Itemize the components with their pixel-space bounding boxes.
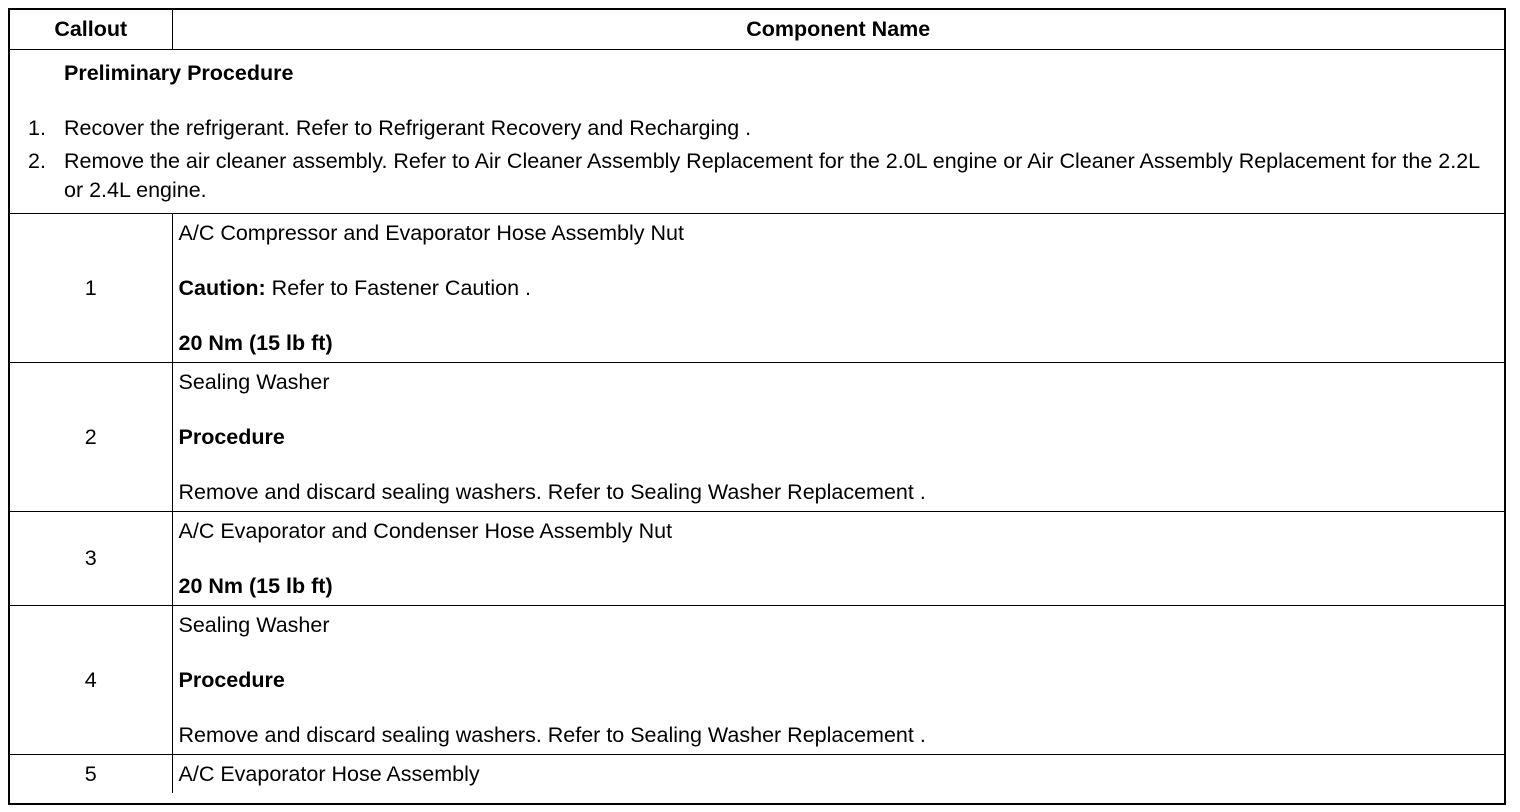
callout-number: 5 (10, 755, 172, 794)
header-component-name: Component Name (172, 10, 1504, 50)
preliminary-step (10, 114, 1504, 143)
component-table-frame (8, 8, 1506, 805)
step-number: 1. (28, 116, 46, 140)
component-name: A/C Evaporator and Condenser Hose Assembly Nut (178, 519, 673, 543)
component-cell (172, 606, 1504, 755)
table-row (10, 512, 1504, 606)
preliminary-step (10, 147, 1504, 205)
preliminary-procedure-cell (10, 50, 1504, 214)
procedure-text: Remove and discard sealing washers. Refer to Sealing Washer Replacement . (178, 480, 926, 504)
component-name: Sealing Washer (178, 370, 330, 394)
preliminary-procedure-row (10, 50, 1504, 214)
component-name: A/C Compressor and Evaporator Hose Assembly Nut (178, 221, 684, 245)
step-number: 2. (28, 149, 46, 173)
procedure-label: Procedure (178, 668, 285, 692)
callout-number: 3 (10, 512, 172, 606)
procedure-text: Remove and discard sealing washers. Refer to Sealing Washer Replacement . (178, 723, 926, 747)
preliminary-steps-list (10, 114, 1504, 205)
caution-text: Refer to Fastener Caution . (265, 276, 531, 300)
component-name: Sealing Washer (178, 613, 330, 637)
callout-number: 4 (10, 606, 172, 755)
caution-note (179, 275, 1505, 301)
step-text: Recover the refrigerant. Refer to Refrigerant Recovery and Recharging . (64, 116, 752, 140)
step-text: Remove the air cleaner assembly. Refer to Air Cleaner Assembly Replacement for the 2.0L engine or Air Cleaner Assembly Replacement for the 2.2L or 2.4L engine. (64, 149, 1480, 202)
callout-number: 1 (10, 214, 172, 363)
header-callout: Callout (10, 10, 172, 50)
table-row (10, 755, 1504, 794)
component-cell (172, 214, 1504, 363)
torque-spec: 20 Nm (15 lb ft) (178, 331, 333, 355)
torque-spec: 20 Nm (15 lb ft) (178, 574, 333, 598)
component-cell (172, 755, 1504, 794)
table-row (10, 363, 1504, 512)
component-cell (172, 512, 1504, 606)
component-name: A/C Evaporator Hose Assembly (178, 762, 480, 786)
table-header-row (10, 10, 1504, 50)
preliminary-procedure-title: Preliminary Procedure (64, 61, 294, 85)
callout-number: 2 (10, 363, 172, 512)
caution-label: Caution: (178, 276, 266, 300)
table-row (10, 606, 1504, 755)
component-cell (172, 363, 1504, 512)
table-row (10, 214, 1504, 363)
procedure-label: Procedure (178, 425, 285, 449)
component-table (10, 10, 1504, 793)
